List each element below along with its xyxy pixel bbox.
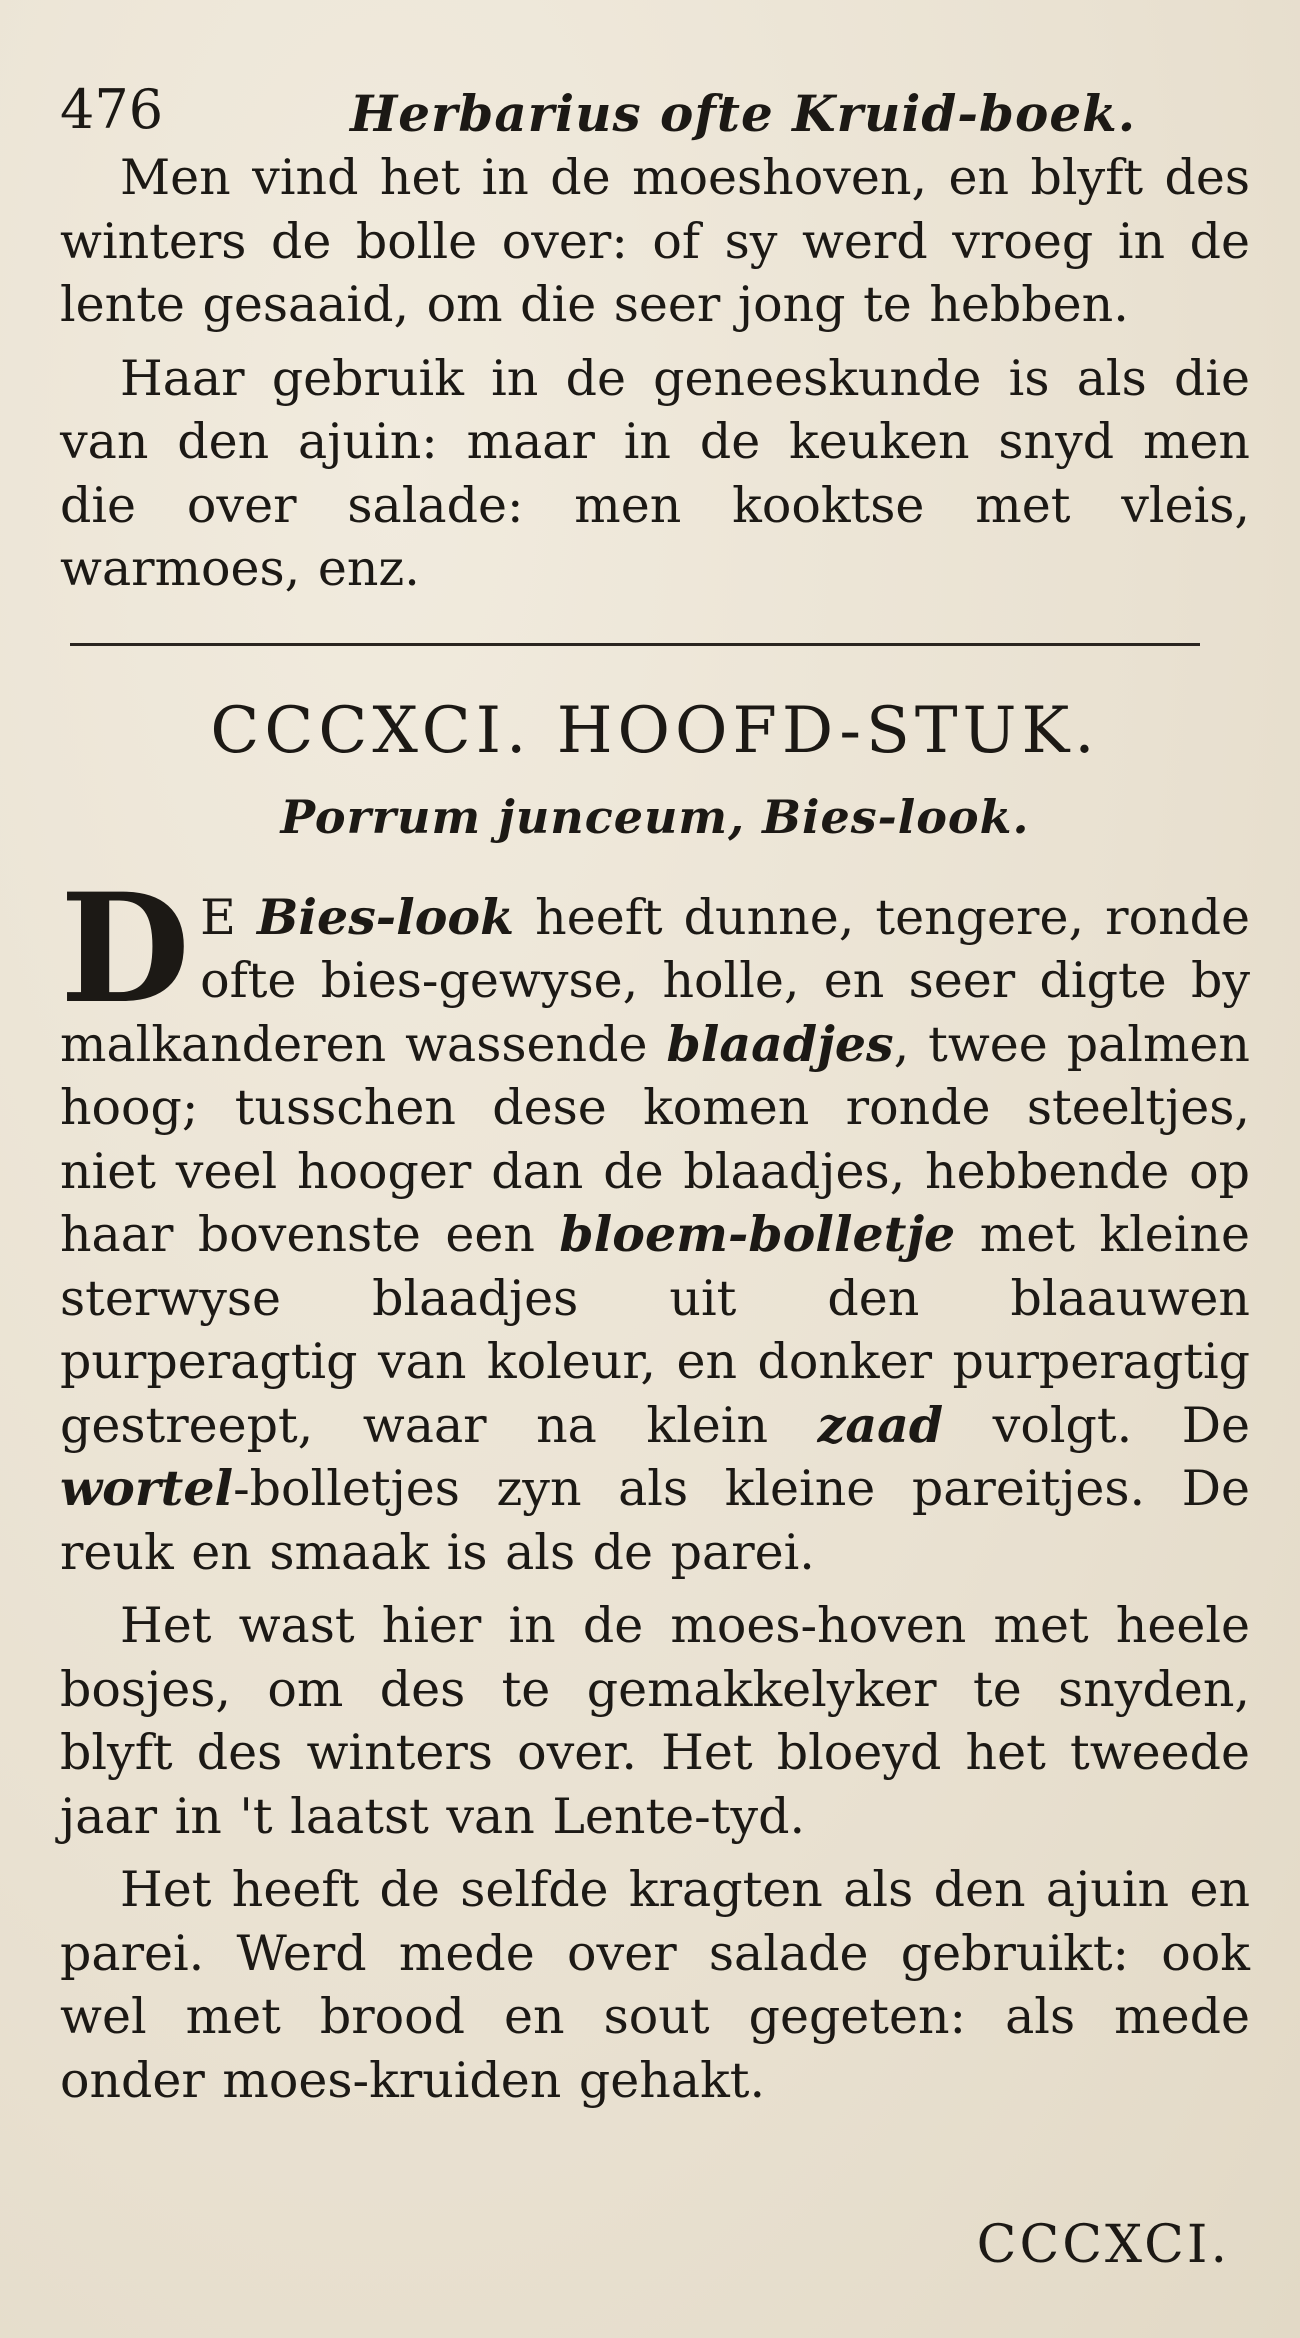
italic-term: wortel: [60, 1459, 234, 1517]
text-run: -bolletjes zyn als kleine pareitjes. De reuk en smaak is als de parei.: [60, 1460, 1250, 1581]
body-paragraph-3: Het heeft de selfde kragten als den ajuin en parei. Werd mede over salade gebruikt: ook wel met brood en sout gegeten: als mede onder moes-kruiden gehakt.: [60, 1861, 1250, 2109]
italic-term: zaad: [817, 1395, 944, 1454]
running-header: [60, 70, 1250, 143]
chapter-heading: CCCXCI. HOOFD-STUK.: [210, 693, 1100, 768]
body-paragraph-2: Het wast hier in de moes-hoven met heele bosjes, om des te gemakkelyker te snyden, blyft des winters over. Het bloeyd het tweede jaar in 't laatst van Lente-tyd.: [60, 1597, 1250, 1845]
italic-term: bloem-bolletje: [559, 1205, 956, 1263]
drop-cap: D: [60, 860, 191, 1037]
text-run: E: [200, 888, 257, 946]
italic-term: Bies-look: [256, 887, 515, 946]
text-run: met kleine sterwyse blaadjes uit den blaauwen purperagtig van koleur, en donker purperagtig gestreept, waar na klein: [60, 1206, 1250, 1454]
text-run: volgt. De: [943, 1396, 1250, 1454]
section-rule: [70, 643, 1200, 646]
running-title: Herbarius ofte Kruid-boek.: [350, 84, 1137, 143]
text-run: , twee palmen hoog; tusschen dese komen ronde steeltjes, niet veel hooger dan de blaadjes, hebbende op haar bovenste een: [60, 1015, 1250, 1263]
signature-mark: CCCXCI.: [976, 2215, 1230, 2275]
italic-term: blaadjes: [666, 1014, 894, 1073]
body-paragraph-1: [60, 860, 1250, 1585]
paragraph-prev-2: Haar gebruik in de geneeskunde is als die van den ajuin: maar in de keuken snyd men die over salade: men kooktse met vleis, warmoes, enz.: [60, 349, 1250, 597]
chapter-subtitle: Porrum junceum, Bies-look.: [280, 789, 1030, 844]
text-run: heeft dunne, tengere, ronde ofte bies-gewyse, holle, en seer digte by malkanderen wassende: [60, 888, 1250, 1073]
book-page: [60, 70, 1250, 2112]
paragraph-prev-1: Men vind het in de moeshoven, en blyft des winters de bolle over: of sy werd vroeg in de lente gesaaid, om die seer jong te hebben.: [60, 149, 1250, 333]
page-number: 476: [60, 78, 164, 141]
